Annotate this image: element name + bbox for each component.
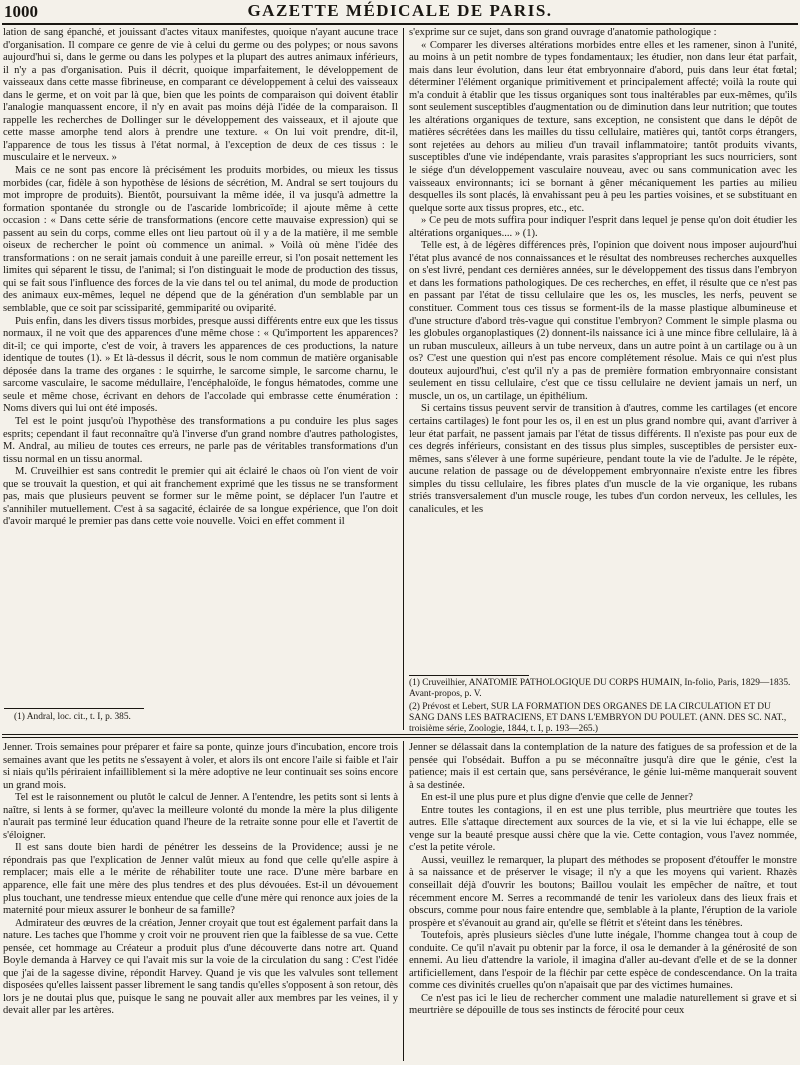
page-number: 1000 [4, 2, 38, 21]
lower-right-column [409, 742, 797, 1062]
journal-title: GAZETTE MÉDICALE DE PARIS. [247, 1, 553, 20]
paragraph: lation de sang épanché, et jouissant d'actes vitaux manifestes, quoique n'ayant aucune trace d'organisation. Il compare ce genre de vie à celui du germe ou des polypes; or nous savons aujourd'hui si, dans le germe ou dans les polypes et la plupart des autres animaux inférieurs, il n'y a pas d'organisation. Puis il décrit, quoique imparfaitement, le développement de vaisseaux dans cette masse fibrineuse, en comparant ce développement à celui des vaisseaux dans le germe, et on voit par là que, bien que les points de comparaison qui doivent établir l'analogie manquassent encore, il n'y en avait pas moins déjà l'idée de la comparaison. Il rappelle les recherches de Dollinger sur le développement des vaisseaux, et il ajoute que cette masse amorphe tend alors à prendre une texture. « On lui voit prendre, dit-il, l'apparence de tous les tissus à l'état normal, à l'exception de deux de ces tissus : le musculaire et le nerveux. » [3, 27, 398, 164]
paragraph: s'exprime sur ce sujet, dans son grand ouvrage d'anatomie pathologique : [409, 27, 717, 38]
paragraph: Entre toutes les contagions, il en est une plus terrible, plus meurtrière que toutes les autres. Elle s'attaque directement aux sources de la vie, et si la vie lui échappe, elle se venge sur la beauté presque aussi chère que la vie. Cette contagion, vous l'avez nommée, c'est la petite vérole. [409, 804, 797, 854]
lower-column-divider [403, 741, 404, 1061]
paragraph: Mais ce ne sont pas encore là précisément les produits morbides, ou mieux les tissus morbides (car, fidèle à son hypothèse de lésions de sécrétion, M. Andral se sert toujours du mot impropre de produits). Bientôt, poursuivant la même idée, il va jusqu'à admettre la formation spontanée du strongle ou de l'ascaride lombricoïde; il ajoute même à cette occasion : « Dans cette série de transformations (encore cette mauvaise expression) qui se passent au sein du corps, comme elles ont lieu partout où il y a de la matière, il me semble oiseux de rechercher le point où commence un animal. » Voilà où mène l'idée des transformations : on ne serait jamais conduit à une pareille erreur, si l'on posait nettement les limites qui séparent le tissu, de l'animal; si l'on distinguait le mode de production des tissus, qui se fait sous l'influence des forces de la vie dans tel ou tel animal, du mode de production des animaux eux-mêmes, lequel ne dépend que de la génération d'un semblable par un semblable, que ce soit par scissiparité, gemmiparité ou oviparité. [3, 165, 398, 315]
paragraph: Aussi, veuillez le remarquer, la plupart des méthodes se proposent d'étouffer le monstre à sa naissance et de préserver le visage; il n'y a que les moyens qui varient. Rhazès conseillait déjà d'ouvrir les boutons; Baillou voulait les empêcher de naître, et tout récemment encore M. Serres a recommandé de tenir les varioleux dans des lieux frais et obscurs, comme pour nous faire entendre que, semblable à la plante, l'éruption de la variole prospère et s'évanouit au grand air, qu'elle se flétrit et s'éteint dans les ténèbres. [409, 854, 797, 929]
lower-left-column [3, 742, 398, 1062]
paragraph: En est-il une plus pure et plus digne d'envie que celle de Jenner? [421, 792, 693, 804]
feuilleton-rule [2, 734, 798, 735]
upper-column-divider [403, 28, 404, 730]
upper-left-column [3, 27, 398, 631]
paragraph: Ce n'est pas ici le lieu de rechercher comment une maladie naturellement si grave et si meurtrière se dépouille de tous ses instincts de férocité pour ceux [409, 992, 797, 1017]
paragraph: Tel est le point jusqu'où l'hypothèse des transformations a pu conduire les plus sages esprits; cependant il faut reconnaître qu'à l'inverse d'un grand nombre d'autres pathologistes, M. Andral, au milieu de toutes ces erreurs, ne parle pas de véritables transformations d'un tissu normal en un tissu anormal. [3, 415, 398, 465]
paragraph: Admirateur des œuvres de la création, Jenner croyait que tout est également parfait dans la nature. Les taches que l'homme y croit voir ne prouvent rien que la faiblesse de sa vue. Cette pensée, cet hommage au Créateur a produit plus d'une découverte dans notre art. Quand Boyle demanda à Harvey ce qui l'avait mis sur la voie de la circulation du sang : C'est l'idée que j'ai de la sagesse divine, répondit Harvey. Quand je vis que les valvules sont tellement disposées qu'elles laissent passer librement le sang tandis qu'elles s'opposent à son retour, dès lors je ne doutai plus que, puisque le sang ne pouvait aller aux membres par les veines, il y devait aller par les artères. [3, 917, 398, 1017]
footnote: (2) Prévost et Lebert, SUR LA FORMATION DES ORGANES DE LA CIRCULATION ET DU SANG DANS LES BATRACIENS, ET DANS L'EMBRYON DU POULET. (ANN. DES SC. NAT., troisième série, Zoologie, 1844, t. I, p. 193—265.) [409, 701, 787, 735]
paragraph: Tel est le raisonnement ou plutôt le calcul de Jenner. A l'entendre, les petits sont si lents à naître, si lents à se former, qu'avec la meilleure volonté du monde la mère la plus diligente n'aurait pas terminé leur éducation quand l'heure de la retraite sonne pour elle et l'avertit de s'éloigner. [3, 792, 398, 841]
paragraph: Telle est, à de légères différences près, l'opinion que doivent nous imposer aujourd'hui l'état plus avancé de nos connaissances et le résultat des nombreuses recherches auxquelles on s'est livré, pendant ces dernières années, sur le développement des tissus dans l'embryon et dans les formations pathologiques. De ces recherches, en effet, il résulte que ce n'est pas en passant par l'état de tissu cellulaire que les os, les muscles, les nerfs, peuvent se constituer. Comment tous ces tissus se forment-ils de la masse plastique albumineuse et d'une structure d'abord très-vague qui constitue l'embryon? Comment le simple plasma ou les globules organoplastiques (2) donnent-ils naissance ici à une mince fibre cellulaire, là à un ruban musculeux, ailleurs à un tube nerveux, dans un autre point à un cartilage ou à un os? C'est une question qui n'est pas encore complétement résolue. Mais ce qui n'est plus douteux aujourd'hui, c'est qu'il n'y a pas de première formation embryonnaire consistant seulement en tissu cellulaire, c'est que ce tissu cellulaire ne devient jamais un nerf, un muscle, un os, un cartilage, un épithélium. [409, 240, 797, 402]
footnote-rule [4, 708, 144, 709]
upper-right-column [409, 27, 797, 672]
header-rule [2, 23, 798, 25]
left-footnote [14, 712, 394, 726]
paragraph: Puis enfin, dans les divers tissus morbides, presque aussi différents entre eux que les tissus normaux, il ne voit que des apparences d'une même chose : « Qu'importent les apparences? dit-il; ce qui importe, c'est de voir, à travers les apparences de ces productions, la nature identique de toutes (1). » Et là-dessus il décrit, sous le nom commun de matière organisable déposée dans la trame des organes : le squirrhe, le sarcome simple, le sarcome charnu, le sarcome vasculaire, le sacome médullaire, l'encéphaloïde, le fongus hématodes, comme une seule et même chose, écrivant en dehors de l'accolade qui embrasse cette énumération : Noms divers qui lui ont été imposés. [3, 315, 398, 415]
page-header [0, 0, 800, 22]
paragraph: Jenner. Trois semaines pour préparer et faire sa ponte, quinze jours d'incubation, encore trois semaines avant que les petits ne s'essayent à voler, et alors ils ont encore l'aile si faible et l'air si niais qu'ils périraient infailliblement si la mère adoptive ne leur continuait ses soins encore un grand mois. [3, 742, 398, 791]
right-footnotes [409, 678, 797, 735]
paragraph: Si certains tissus peuvent servir de transition à d'autres, comme les cartilages (et encore certains cartilages) le font pour les os, il en est un plus grand nombre qui, avant d'arriver à leur état parfait, ne passent jamais par l'état de tissus différents. Il n'existe pas pour eux de ces degrés inférieurs, consistant en des tissus plus simples, susceptibles de persister eux-mêmes, sans s'élever à une forme supérieure, pendant toute la vie de l'adulte. Je le répète, aucune relation de passage ou de développement embryonnaire n'existe entre les fibres simples du tissu cellulaire, les fibres plates d'un muscle de la vie organique, les rubans striés transversalement d'un muscle rouge, les tubes d'un cordon nerveux, les cellules, les canalicules, et les [409, 403, 797, 515]
paragraph: Il est sans doute bien hardi de pénétrer les desseins de la Providence; aussi je ne répondrais pas que l'explication de Jenner valût mieux au fond que celle qu'elle aspire à remplacer; mais elle a le mérite de réhabiliter toute une race. D'une mère barbare en apparence, elle fait une mère des plus tendres et des plus dévouées. Est-il un dévouement plus touchant, une tendresse mieux entendue que celle d'une mère qui renonce aux joies de la maternité pour mieux assurer le bonheur de sa famille? [3, 842, 398, 917]
paragraph: Jenner se délassait dans la contemplation de la nature des fatigues de sa profession et de la pensée qui l'obsédait. Buffon a pu se méconnaître jusqu'à dire que le génie, c'est la patience; mais il est certain que, sans persévérance, le génie lui-même manquerait souvent à sa destinée. [409, 742, 797, 791]
footnote: (1) Cruveilhier, ANATOMIE PATHOLOGIQUE DU CORPS HUMAIN, In-folio, Paris, 1829—1835. Avant-propos, p. V. [409, 678, 791, 700]
feuilleton-rule [2, 737, 798, 738]
paragraph: M. Cruveilhier est sans contredit le premier qui ait éclairé le chaos où l'on vient de voir que se trouvait la question, et qui ait franchement exprimé que les tissus ne se transforment pas, mais que plusieurs peuvent se former sur le même point, se déplacer l'un l'autre et s'annihiler mutuellement. C'est à sa sagacité, éclairée de sa longue expérience, que l'on doit d'avoir marqué le premier pas dans cette voie nouvelle. Voici en effet comment il [3, 466, 398, 528]
paragraph: » Ce peu de mots suffira pour indiquer l'esprit dans lequel je pense qu'on doit étudier les altérations organiques.... » (1). [409, 215, 797, 239]
footnote: (1) Andral, loc. cit., t. I, p. 385. [14, 712, 131, 722]
footnote-rule [409, 675, 529, 676]
paragraph: « Comparer les diverses altérations morbides entre elles et les ramener, sinon à l'unité, au moins à un petit nombre de types fondamentaux; les étudier, non dans leur état parfait, mais dans leur évolution, dans leur état embryonnaire d'abord, puis dans leur état fœtal; déterminer l'élément organique primitivement et principalement affecté; voilà la route qui m'a conduit à établir que les tissus organiques sont tous inaltérables par eux-mêmes, qu'ils sont seulement susceptibles d'augmentation ou de diminution dans leur nutrition; que toutes les altérations organiques de texture, sans exception, ne consistent que dans le dépôt de matières sécrétées dans les mailles du tissu cellulaire, matières qui, tantôt corps étrangers, sont rejetées au dehors au milieu d'un travail inflammatoire; tantôt produits vivants, susceptibles d'une vie indépendante, vrais parasites s'appropriant les sucs nourriciers, sont le siége d'un développement vasculaire nouveau, avec ou sans communication avec les vaisseaux environnants; ici se bornant à gêner mécaniquement les parties au milieu desquelles ils sont placés, là envahissant peu à peu les parties voisines, et se substituant en quelque sorte aux tissus propres, etc., etc. [409, 39, 797, 214]
paragraph: Toutefois, après plusieurs siècles d'une lutte inégale, l'homme changea tout à coup de conduite. Ce qu'il n'avait pu obtenir par la force, il osa le demander à la générosité de son ennemi. Au lieu d'attendre la variole, il imagina d'aller au-devant d'elle et de se la donner artificiellement, dans l'espoir de la fléchir par cette espèce de condescendance. On la traita comme ces divinités cruelles qu'on n'apaisait que par des victimes humaines. [409, 930, 797, 992]
